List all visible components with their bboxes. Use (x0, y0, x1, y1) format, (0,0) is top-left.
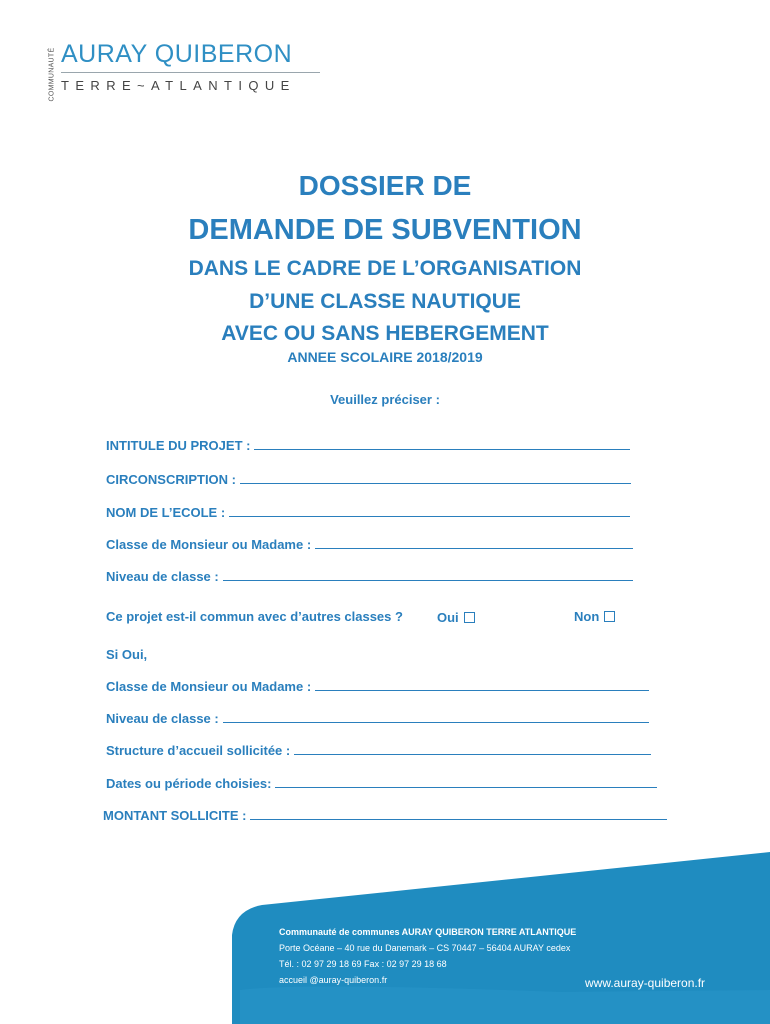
title-line-5: AVEC OU SANS HEBERGEMENT (221, 322, 549, 345)
fill-line[interactable] (229, 516, 630, 517)
title-line-1: DOSSIER DE (298, 170, 472, 201)
oui-checkbox[interactable] (464, 612, 475, 623)
title-line-2: DEMANDE DE SUBVENTION (188, 214, 582, 246)
fill-line[interactable] (315, 690, 649, 691)
logo-vertical-text: COMMUNAUTÉ (48, 47, 56, 102)
field-circonscription[interactable] (106, 472, 631, 487)
footer-url[interactable]: www.auray-quiberon.fr (585, 976, 706, 990)
fill-line[interactable] (275, 787, 657, 788)
oui-option[interactable] (437, 610, 475, 625)
commun-question: Ce projet est-il commun avec d’autres classes ? (106, 609, 403, 624)
title-line-4: D’UNE CLASSE NAUTIQUE (249, 290, 521, 313)
field-label: Dates ou période choisies: (106, 776, 272, 791)
field-niveau-1[interactable] (106, 569, 633, 584)
fill-line[interactable] (250, 819, 667, 820)
footer-org: Communauté de communes AURAY QUIBERON TERRE ATLANTIQUE (279, 927, 577, 937)
logo-main-text: AURAY QUIBERON (61, 40, 293, 68)
si-oui-label: Si Oui, (106, 647, 148, 662)
field-label: Niveau de classe : (106, 569, 219, 584)
field-intitule-projet[interactable] (106, 438, 630, 453)
logo-divider (61, 72, 320, 73)
footer-address: Porte Océane – 40 rue du Danemark – CS 70447 – 56404 AURAY cedex (279, 943, 571, 953)
field-label: Structure d’accueil sollicitée : (106, 743, 291, 758)
fill-line[interactable] (223, 580, 633, 581)
field-label: CIRCONSCRIPTION : (106, 472, 236, 487)
field-label: Niveau de classe : (106, 711, 219, 726)
school-year: ANNEE SCOLAIRE 2018/2019 (287, 349, 483, 365)
field-label: MONTANT SOLLICITE : (103, 808, 247, 823)
field-niveau-2[interactable] (106, 711, 649, 726)
footer-email[interactable]: accueil @auray-quiberon.fr (279, 975, 388, 985)
field-label: NOM DE L’ECOLE : (106, 505, 226, 520)
fill-line[interactable] (254, 449, 630, 450)
field-classe-2[interactable] (106, 679, 649, 694)
logo-sub-text: TERRE~ATLANTIQUE (61, 78, 296, 93)
field-label: INTITULE DU PROJET : (106, 438, 251, 453)
footer-contact (279, 924, 576, 988)
field-label: Classe de Monsieur ou Madame : (106, 679, 312, 694)
fill-line[interactable] (223, 722, 649, 723)
fill-line[interactable] (315, 548, 633, 549)
non-label: Non (574, 609, 600, 624)
title-line-3: DANS LE CADRE DE L’ORGANISATION (188, 257, 582, 280)
field-nom-ecole[interactable] (106, 505, 630, 520)
field-label: Classe de Monsieur ou Madame : (106, 537, 312, 552)
field-structure-accueil[interactable] (106, 743, 651, 758)
logo (40, 38, 330, 108)
field-montant[interactable] (103, 808, 667, 823)
field-classe-1[interactable] (106, 537, 633, 552)
non-checkbox[interactable] (604, 611, 615, 622)
non-option[interactable] (574, 609, 615, 624)
field-dates[interactable] (106, 776, 657, 791)
fill-line[interactable] (294, 754, 651, 755)
oui-label: Oui (437, 610, 459, 625)
footer-phone: Tél. : 02 97 29 18 69 Fax : 02 97 29 18 68 (279, 959, 447, 969)
prompt-text: Veuillez préciser : (330, 392, 440, 407)
fill-line[interactable] (240, 483, 631, 484)
